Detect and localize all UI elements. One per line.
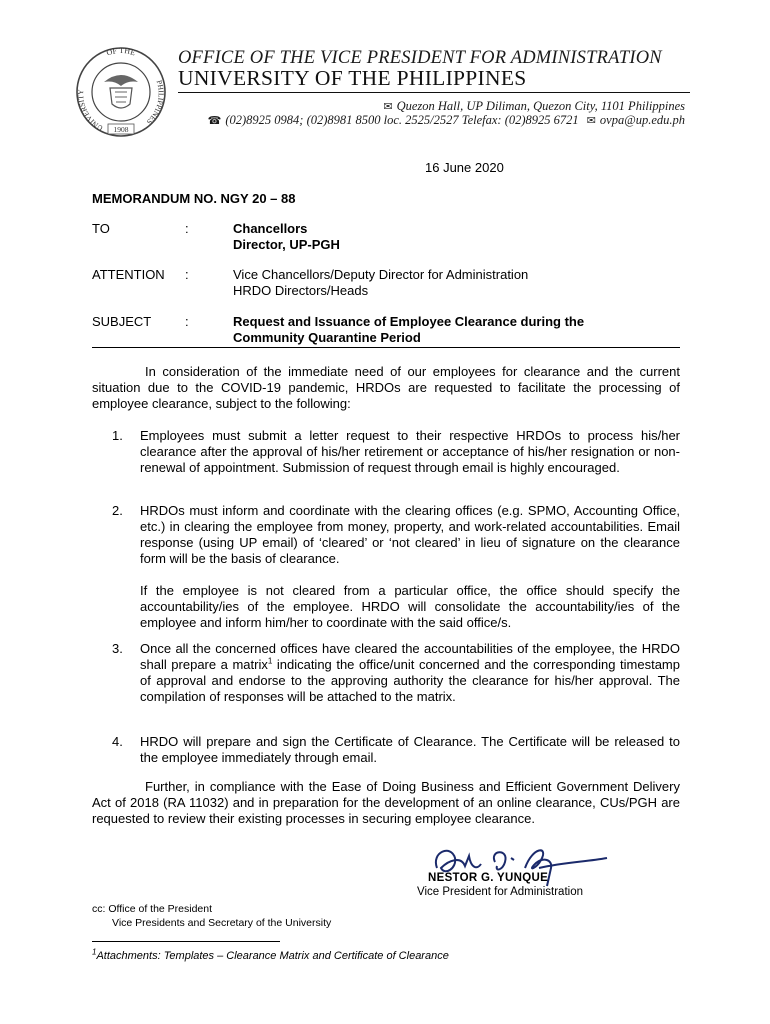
phone-icon: ☎ [207,115,222,127]
list-item-number: 4. [112,734,123,749]
footnote-text: Attachments: Templates – Clearance Matrix and Certificate of Clearance [96,950,449,962]
cc-block [92,902,331,930]
email-address[interactable]: ovpa@up.edu.ph [599,113,685,127]
list-item-text: Employees must submit a letter request to their respective HRDOs to process his/her clearance after the approval of his/her retirement or acceptance of his/her resignation or non-renewal of appointment. Submission of request through email is highly encouraged. [140,428,680,475]
university-title: UNIVERSITY OF THE PHILIPPINES [178,66,527,90]
seal-text-top: OF THE [105,45,137,58]
to-label: TO [92,221,110,236]
to-colon: : [185,221,189,236]
attention-label: ATTENTION [92,267,165,282]
list-item-subparagraph: If the employee is not cleared from a particular office, the office should specify the accountability/ies of the employee. HRDO will consolidate the accountability/ies of the employee and inform him/her to coordinate with the said office/s. [140,583,680,630]
list-item [112,734,680,766]
svg-text:OF THE [105,46,136,57]
header-divider [92,347,680,348]
intro-paragraph: In consideration of the immediate need of our employees for clearance and the current situation due to the COVID-19 pandemic, HRDOs are requested to facilitate the processing of employee clearance, subject to the following: [92,364,680,411]
list-item [112,428,680,476]
cc-line-2: Vice Presidents and Secretary of the University [112,917,332,929]
envelope-icon: ✉ [383,101,393,113]
subject-text: Request and Issuance of Employee Clearance during the Community Quarantine Period [233,314,585,345]
address-text: Quezon Hall, UP Diliman, Quezon City, 1101 Philippines [396,99,685,113]
seal-text-right: PHILIPPINES [144,78,166,127]
list-item [112,503,680,631]
attention-colon: : [185,267,189,282]
list-item-number: 2. [112,503,123,518]
list-item-text: HRDO will prepare and sign the Certificate of Clearance. The Certificate will be released to the employee immediately through email. [140,734,680,765]
attention-line-2: HRDO Directors/Heads [233,283,369,298]
memo-number: MEMORANDUM NO. NGY 20 – 88 [92,191,296,206]
memo-date: 16 June 2020 [425,160,504,175]
list-item [112,641,680,705]
cc-line-1: cc: Office of the President [92,903,213,915]
address-line [383,99,685,114]
footnote-mark: 1 [92,947,97,957]
to-recipient-1: Chancellors [233,221,308,236]
subject-label: SUBJECT [92,314,152,329]
list-item-text-a: Once all the concerned offices have cleared the accountabilities of the employee, the HRDO shall prepare a matrix [140,641,680,672]
to-recipient-2: Director, UP-PGH [233,237,340,252]
contact-line [208,113,685,128]
signatory-title: Vice President for Administration [417,886,583,898]
subject-colon: : [185,314,189,329]
svg-text:UNIVERSITY [76,89,104,133]
closing-paragraph: Further, in compliance with the Ease of Doing Business and Efficient Government Delivery Act of 2018 (RA 11032) and in preparation for the development of an online clearance, CUs/PGH are requested to review their existing processes in securing employee clearance. [92,779,680,826]
seal-text-left: UNIVERSITY [75,89,105,133]
footnote-reference: 1 [267,656,273,666]
up-seal-icon [66,42,176,138]
letterhead-rule [178,92,690,93]
list-item-text [140,641,680,705]
attention-line-1: Vice Chancellors/Deputy Director for Administration [233,267,529,282]
office-title: OFFICE OF THE VICE PRESIDENT FOR ADMINISTRATION [178,48,662,68]
list-item-number: 3. [112,641,123,656]
footnote-rule [92,941,280,942]
list-item-text-b: indicating the office/unit concerned and the corresponding timestamp of approval and endorse to the approving authority the clearance for his/her approval. The compilation of responses will be attached to the matrix. [140,657,680,704]
list-item-text: HRDOs must inform and coordinate with the clearing offices (e.g. SPMO, Accounting Office, etc.) in clearing the employee from money, property, and work-related accountabilities. Email response (using UP email) of ‘cleared’ or ‘not cleared’ in lieu of signature on the clearance form will be the basis of clearance. [140,503,680,566]
footnote [92,947,449,962]
list-item-number: 1. [112,428,123,443]
seal-year: 1908 [113,125,129,134]
email-icon: ✉ [586,115,596,127]
phone-numbers: (02)8925 0984; (02)8981 8500 loc. 2525/2527 Telefax: (02)8925 6721 [225,113,579,127]
signatory-name: NESTOR G. YUNQUE [428,872,549,884]
